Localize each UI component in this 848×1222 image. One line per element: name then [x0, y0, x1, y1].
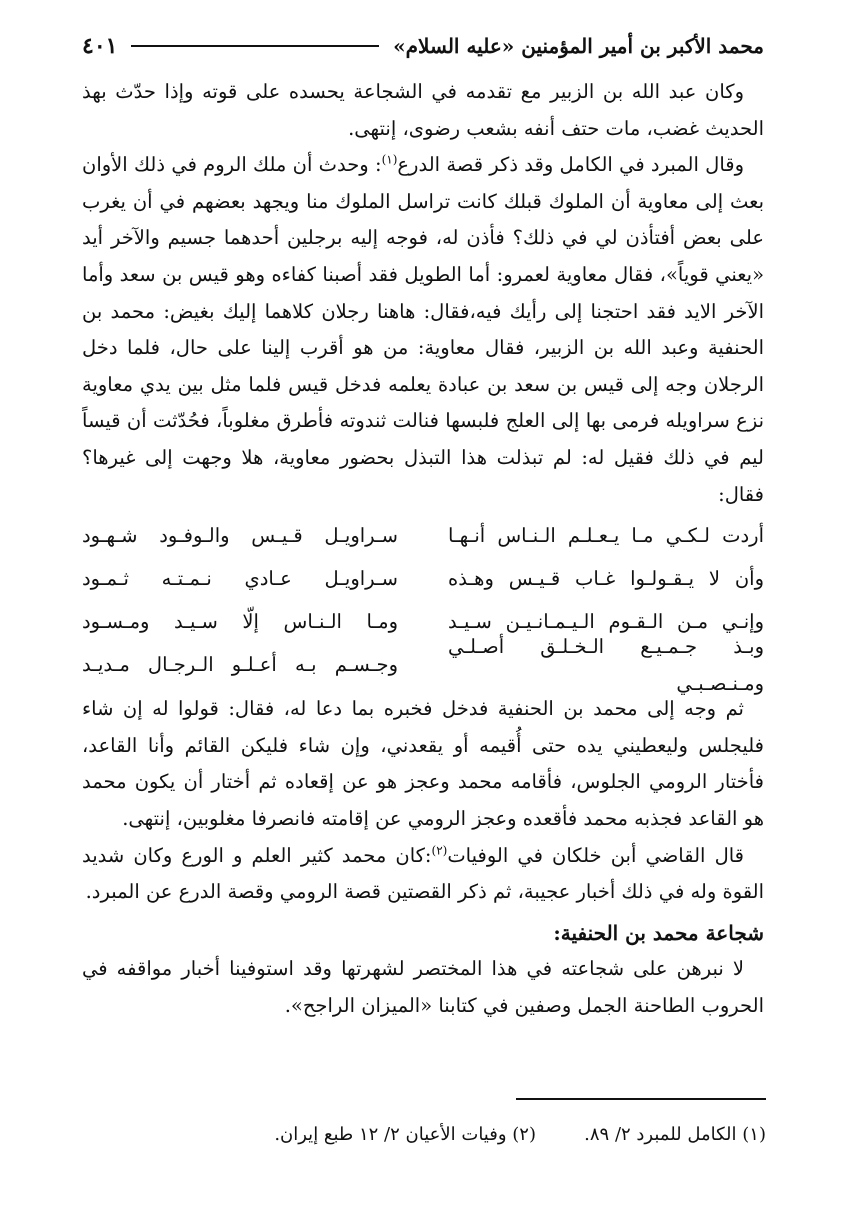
page-number: ٤٠١ — [82, 33, 118, 59]
paragraph-1: وكان عبد الله بن الزبير مع تقدمه في الشجاعة يحسده على قوته وإذا حدّث بهذ الحديث غضب، مات حتف أنفه بشعب رضوى، إنتهى. — [82, 80, 764, 140]
footnote-ref-2: (٢) — [431, 843, 448, 857]
paragraph-after-poem: ثم وجه إلى محمد بن الحنفية فدخل فخبره بما دعا له، فقال: قولوا له إن شاء فليجلس وليعطيني يده حتى أُقيمه أو يقعدني، وإن شاء فليكن القائم وأنا القاعد، فأختار الرومي الجلوس، فأقامه محمد وعجز هو عن إقعاده ثم أختار أن يكون محمد هو القاعد فجذبه محمد فأقعده وعجز الرومي عن إقامته فانصرفا مغلوبين، إنتهى. — [82, 697, 764, 830]
footnote-1: (١) الكامل للمبرد ٢/ ٨٩. — [584, 1124, 766, 1145]
verse — [82, 515, 764, 558]
verse — [82, 558, 764, 601]
verse-first-hemistich: وبـذ جـمـيـع الـخـلـق أصـلـي ومـنـصـبـي — [448, 635, 764, 695]
footnote-rule — [516, 1098, 766, 1100]
header-rule — [131, 45, 379, 47]
verse-first-hemistich: وأن لا يـقـولـوا غـاب قـيـس وهـذه — [448, 567, 764, 591]
page-body — [82, 74, 764, 1024]
khallikan-start: قال القاضي أبن خلكان في الوفيات — [447, 843, 744, 867]
paragraph-2-cont: ذلك الأوان بعث إلى معاوية أن الملوك قبلك كانت تراسل الملوك منا ويجهد بعضهم في أن يغرب على بعض أفتأذن لي في ذلك؟ فأذن له، فوجه إليه برجلين أحدهما جسيم والآخر أيد «يعني قوياً»، فقال معاوية لعمرو: أما الطويل فقد أصبنا كفاءه وهو قيس بن سعد وأما الآخر الايد فقد احتجنا إلى رأيك فيه،فقال: هاهنا رجلان كلاهما إليك بغيض: محمد بن الحنفية وعبد الله بن الزبير، فقال معاوية: من هو أقرب إلينا على حال، فلما دخل الرجلان وجه إلى قيس بن سعد بن عبادة يعلمه فدخل قيس فلما مثل بين يدي معاوية نزع سراويله فرمى بها إلى العلج فلبسها فنالت ثندوته فأطرق مغلوباً، فحُدّثت أن قيساً ليم في ذلك فقيل له: لم تبذلت هذا التبذل بحضور معاوية، هلا وجهت إلى غيرها؟ فقال: — [82, 153, 764, 506]
verse-first-hemistich: وإنـي مـن الـقـوم الـيـمـانـيـن سـيـد — [448, 610, 764, 634]
running-header — [82, 28, 764, 64]
footnote-2: (٢) وفيات الأعيان ٢/ ١٢ طبع إيران. — [274, 1124, 536, 1145]
paragraph-2-rest: : وحدث أن ملك الروم في — [171, 153, 382, 177]
section-heading: شجاعة محمد بن الحنفية: — [553, 920, 764, 945]
paragraph-khallikan — [82, 838, 764, 911]
paragraph-2 — [82, 147, 764, 513]
book-page — [82, 28, 764, 1024]
paragraph-2-start: وقال المبرد في الكامل وقد ذكر قصة الدرع — [397, 153, 745, 177]
header-title: محمد الأكبر بن أمير المؤمنين «عليه السلام» — [393, 34, 764, 58]
footnotes — [84, 1124, 766, 1145]
verse — [82, 635, 764, 695]
verse-second-hemistich: سـراويـل عـادي نـمـتـه ثـمـود — [82, 567, 398, 591]
verse-first-hemistich: أردت لـكـي مـا يـعـلـم الـنـاس أنـهـا — [448, 524, 764, 548]
footnote-ref-1: (١) — [381, 152, 398, 167]
poem — [82, 515, 764, 695]
verse-second-hemistich: سـراويـل قـيـس والـوفـود شـهـود — [82, 524, 398, 548]
verse-second-hemistich: ومـا الـنـاس إلّا سـيـد ومـسـود — [82, 610, 398, 634]
section-paragraph: لا نبرهن على شجاعته في هذا المختصر لشهرتها وقد استوفينا أخبار مواقفه في الحروب الطاحنة الجمل وصفين في كتابنا «الميزان الراجح». — [82, 957, 764, 1017]
khallikan-rest: :كان محمد كثير العلم و الورع وكان شديد القوة وله في ذلك أخبار عجيبة، ثم ذكر القصتين قصة الرومي وقصة الدرع عن المبرد. — [82, 843, 764, 904]
verse-second-hemistich: وجـسـم بـه أعـلـو الـرجـال مـديـد — [82, 653, 398, 677]
